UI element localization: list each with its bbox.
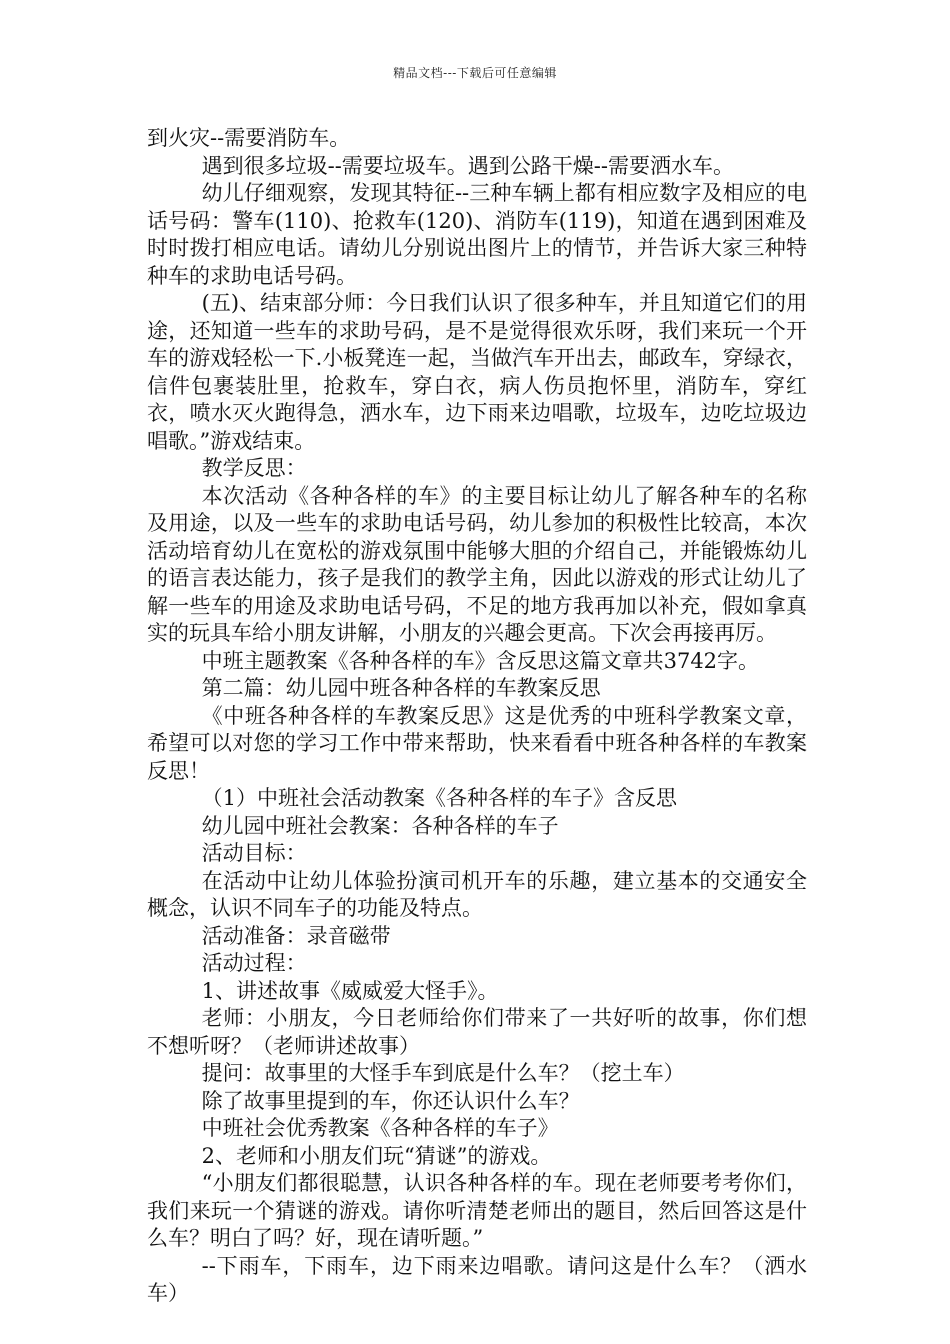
paragraph: 遇到很多垃圾--需要垃圾车。遇到公路干燥--需要洒水车。 — [201, 153, 734, 178]
paragraph: 幼儿园中班社会教案：各种各样的车子 — [201, 813, 559, 838]
section-heading: 教学反思： — [201, 456, 307, 480]
paragraph: 《中班各种各样的车教案反思》这是优秀的中班科学教案文章，希望可以对您的学习工作中带来帮助，快来看看中班各种各样的车教案反思！ — [147, 703, 807, 783]
paragraph: 本次活动《各种各样的车》的主要目标让幼儿了解各种车的名称及用途，以及一些车的求助电话号码，幼儿参加的积极性比较高，本次活动培育幼儿在宽松的游戏氛围中能够大胆的介绍自己，并能锻炼幼儿的语言表达能力，孩子是我们的教学主角，因此以游戏的形式让幼儿了解一些车的用途及求助电话号码，不足的地方我再加以补充，假如拿真实的玩具车给小朋友讲解，小朋友的兴趣会更高。下次会再接再厉。 — [147, 483, 807, 645]
paragraph: 提问：故事里的大怪手车到底是什么车？（挖土车） — [201, 1061, 685, 1085]
document-body — [147, 125, 807, 1308]
paragraph: --下雨车，下雨车，边下雨来边唱歌。请问这是什么车？（洒水车） — [147, 1253, 807, 1305]
paragraph: 活动准备：录音磁带 — [201, 923, 391, 948]
section-heading: （1）中班社会活动教案《各种各样的车子》含反思 — [201, 786, 677, 810]
page-header: 精品文档---下载后可任意编辑 — [393, 66, 557, 80]
paragraph: 在活动中让幼儿体验扮演司机开车的乐趣，建立基本的交通安全概念，认识不同车子的功能及特点。 — [147, 868, 807, 920]
paragraph: 中班主题教案《各种各样的车》含反思这篇文章共3742字。 — [201, 648, 760, 673]
paragraph: 老师：小朋友，今日老师给你们带来了一共好听的故事，你们想不想听呀？（老师讲述故事） — [147, 1006, 807, 1058]
section-heading: 活动过程： — [201, 951, 307, 975]
paragraph: “小朋友们都很聪慧，认识各种各样的车。现在老师要考考你们，我们来玩一个猜谜的游戏。请你听清楚老师出的题目，然后回答这是什么车？明白了吗？好，现在请听题。” — [147, 1171, 807, 1250]
paragraph: 到火灾--需要消防车。 — [147, 126, 351, 150]
paragraph: 幼儿仔细观察，发现其特征--三种车辆上都有相应数字及相应的电话号码：警车(110)、抢救车(120)、消防车(119)，知道在遇到困难及时时拨打相应电话。请幼儿分别说出图片上的情节，并告诉大家三种特种车的求助电话号码。 — [147, 181, 807, 288]
paragraph: 2、老师和小朋友们玩“猜谜”的游戏。 — [201, 1143, 552, 1168]
paragraph: 除了故事里提到的车，你还认识什么车？ — [201, 1088, 580, 1113]
paragraph: (五)、结束部分师：今日我们认识了很多种车，并且知道它们的用途，还知道一些车的求助号码，是不是觉得很欢乐呀，我们来玩一个开车的游戏轻松一下.小板凳连一起，当做汽车开出去，邮政车，穿绿衣，信件包裹装肚里，抢救车，穿白衣，病人伤员抱怀里，消防车，穿红衣，喷水灭火跑得急，洒水车，边下雨来边唱歌，垃圾车，边吃垃圾边唱歌。”游戏结束。 — [147, 291, 807, 453]
section-heading: 第二篇：幼儿园中班各种各样的车教案反思 — [201, 676, 601, 700]
section-heading: 活动目标： — [201, 841, 307, 865]
paragraph: 中班社会优秀教案《各种各样的车子》 — [201, 1116, 559, 1140]
paragraph: 1、讲述故事《威威爱大怪手》。 — [201, 978, 499, 1003]
